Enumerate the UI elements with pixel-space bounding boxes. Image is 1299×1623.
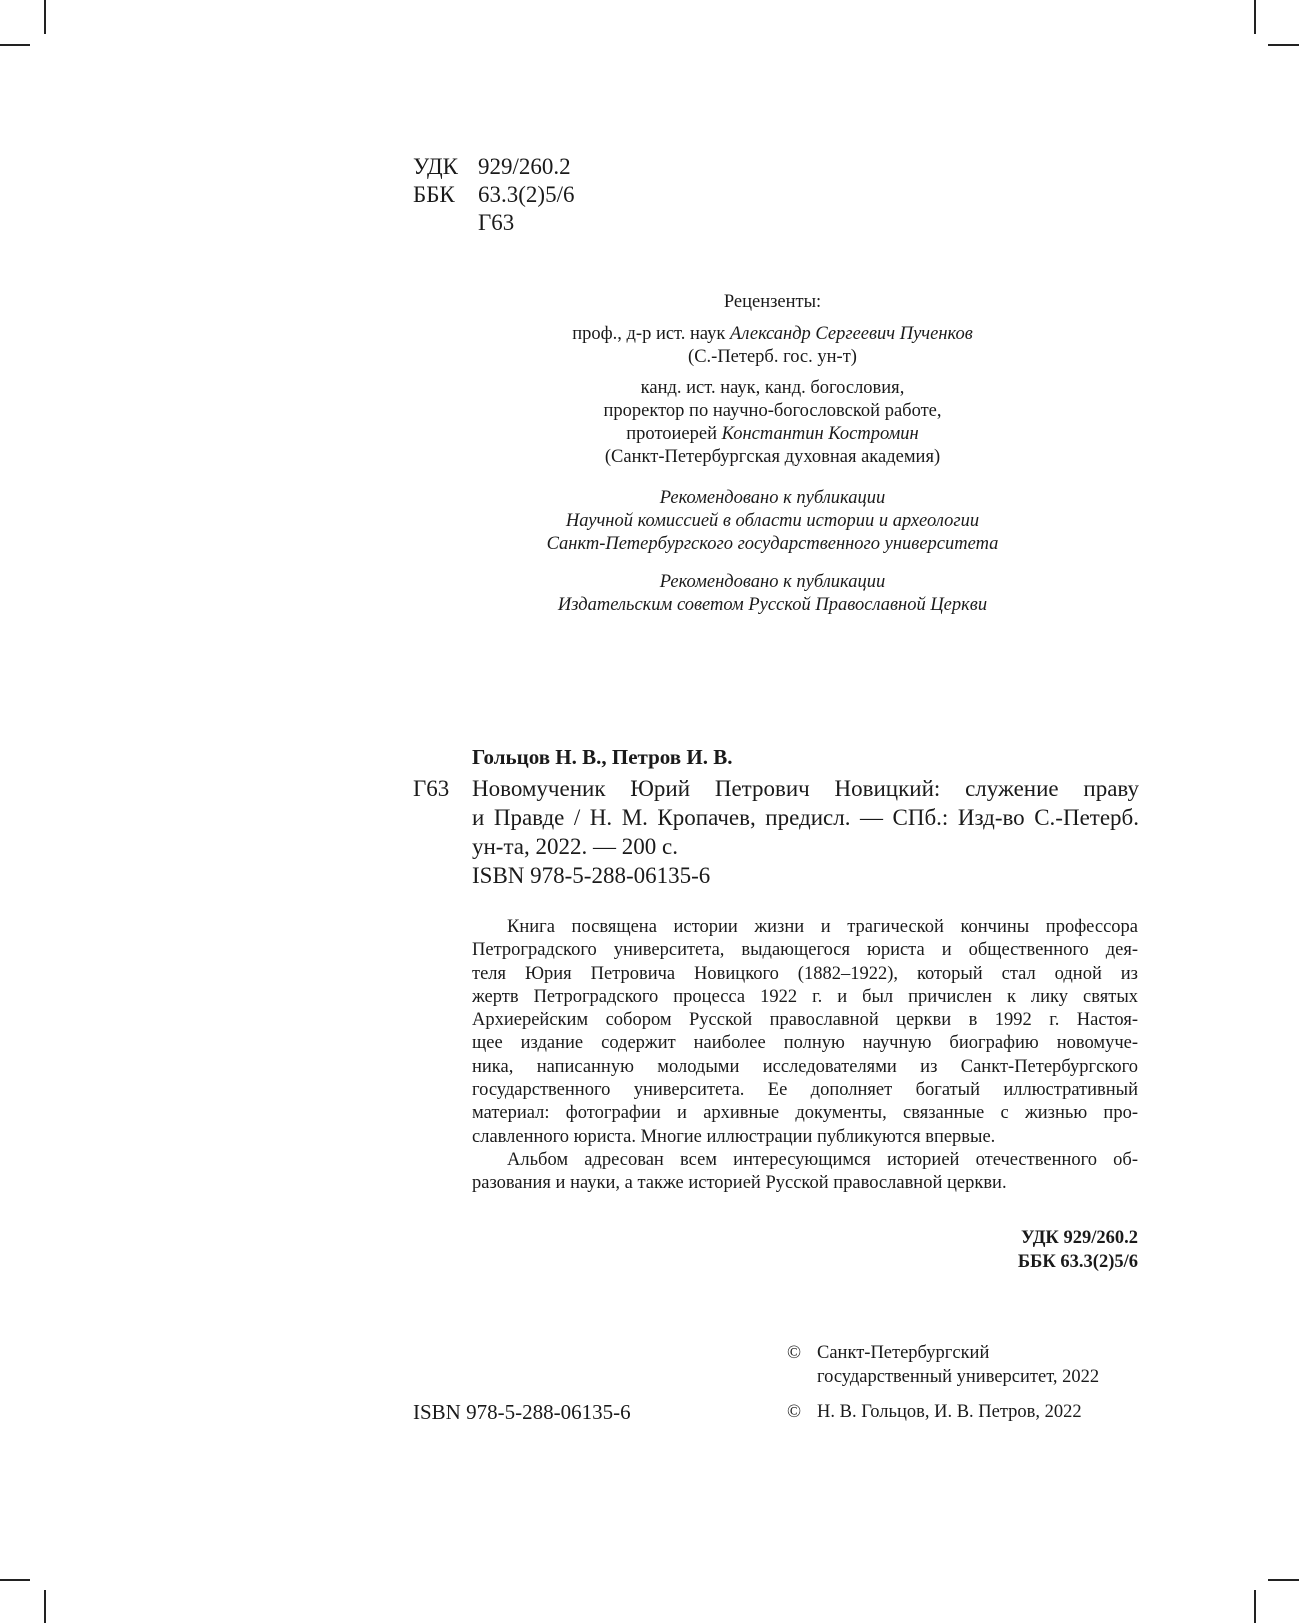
abstract-line: ника, написанную молодыми исследователями из Санкт-Петербургского	[472, 1056, 1138, 1077]
abstract-line: жертв Петроградского процесса 1922 г. и был причислен к лику святых	[472, 986, 1138, 1007]
bbk-key: ББК	[413, 182, 455, 207]
catalog-isbn: ISBN 978-5-288-06135-6	[472, 863, 711, 888]
copyright-block	[787, 1341, 1099, 1435]
catalog-entry-body	[413, 774, 1139, 890]
reviewers-section	[520, 291, 1025, 617]
abstract-line: Альбом адресован всем интересующимся историей отечественного об-	[507, 1149, 1138, 1170]
recommendation-1-line: Рекомендовано к публикации	[659, 488, 886, 508]
abstract-line: щее издание содержит наиболее полную научную биографию новомуче-	[472, 1033, 1138, 1054]
reviewer-1-name: Александр Сергеевич Пученков	[730, 324, 973, 344]
copyright-university	[787, 1341, 1099, 1389]
recommendation-2-line: Издательским советом Русской Православной Церкви	[557, 595, 988, 615]
catalog-line: и Правде / Н. М. Кропачев, предисл. — СПб.: Изд-во С.-Петерб.	[472, 805, 1139, 830]
abstract-line: Книга посвящена истории жизни и трагической кончины профессора	[507, 917, 1138, 937]
reviewer-2-position: проректор по научно-богословской работе,	[603, 401, 942, 421]
reviewer-2-name-line	[520, 423, 1025, 446]
reviewer-1-line	[520, 323, 1025, 346]
copyright-icon: ©	[787, 1343, 802, 1363]
abstract-line: разования и науки, а также историей Русской православной церкви.	[472, 1173, 1007, 1194]
reviewer-2-name: Константин Костромин	[721, 424, 919, 444]
reviewer-2-affiliation: (Санкт-Петербургская духовная академия)	[604, 447, 941, 467]
udk-bold: УДК 929/260.2	[1021, 1228, 1138, 1248]
abstract-line: государственного университета. Ее дополняет богатый иллюстративный	[472, 1080, 1138, 1101]
reviewer-1-title: проф., д-р ист. наук	[572, 324, 731, 344]
catalog-line: Новомученик Юрий Петрович Новицкий: служение праву	[472, 776, 1139, 801]
abstract-line: Петроградского университета, выдающегося юриста и общественного дея-	[472, 940, 1138, 961]
classification-bold	[1018, 1226, 1138, 1274]
abstract-line: Архиерейским собором Русской православной церкви в 1992 г. Настоя-	[472, 1010, 1138, 1031]
reviewer-1-affiliation: (С.-Петерб. гос. ун-т)	[688, 347, 857, 367]
abstract-line: теля Юрия Петровича Новицкого (1882–1922), который стал одной из	[472, 963, 1138, 984]
copyright-holder-line: государственный университет, 2022	[817, 1367, 1100, 1387]
reviewer-1	[520, 323, 1025, 369]
udk-value: 929/260.2	[478, 154, 571, 179]
copyright-authors	[787, 1400, 1099, 1424]
recommendation-2-line: Рекомендовано к публикации	[659, 572, 886, 592]
crop-mark-top-left-horizontal	[0, 44, 30, 46]
abstract-line: славленного юриста. Многие иллюстрации публикуются впервые.	[472, 1126, 996, 1147]
reviewers-heading: Рецензенты:	[723, 292, 822, 312]
recommendation-1-line: Санкт-Петербургского государственного университета	[546, 534, 999, 554]
crop-mark-bottom-right-horizontal	[1268, 1579, 1299, 1581]
catalog-line: ун-та, 2022. — 200 с.	[472, 834, 678, 859]
crop-mark-bottom-right-vertical	[1254, 1590, 1256, 1623]
reviewer-2-title: протоиерей	[626, 424, 722, 444]
crop-mark-top-right-horizontal	[1268, 44, 1299, 46]
catalog-description	[472, 774, 1139, 890]
copyright-holder-line: Н. В. Гольцов, И. В. Петров, 2022	[817, 1402, 1082, 1422]
recommendation-2	[520, 571, 1025, 617]
crop-mark-bottom-left-horizontal	[0, 1579, 30, 1581]
copyright-holder-line: Санкт-Петербургский	[817, 1343, 990, 1363]
catalog-author-sign: Г63	[413, 776, 450, 801]
crop-mark-bottom-left-vertical	[44, 1590, 46, 1623]
reviewer-2	[520, 377, 1025, 469]
author-sign-key	[413, 209, 478, 237]
catalog-entry	[413, 743, 1139, 890]
author-sign-value: Г63	[478, 210, 515, 235]
bbk-bold: ББК 63.3(2)5/6	[1017, 1252, 1138, 1272]
copyright-icon: ©	[787, 1402, 802, 1422]
abstract	[472, 916, 1138, 1196]
bbk-row	[413, 181, 574, 209]
abstract-line: материал: фотографии и архивные документы, связанные с жизнью про-	[472, 1103, 1138, 1124]
bbk-value: 63.3(2)5/6	[478, 182, 575, 207]
recommendation-1	[520, 487, 1025, 556]
recommendation-1-line: Научной комиссией в области истории и археологии	[565, 511, 980, 531]
reviewer-2-degree: канд. ист. наук, канд. богословия,	[640, 378, 905, 398]
crop-mark-top-left-vertical	[44, 0, 46, 34]
udk-row	[413, 153, 574, 181]
isbn: ISBN 978-5-288-06135-6	[413, 1400, 631, 1424]
udk-key: УДК	[413, 154, 458, 179]
author-sign-row	[413, 209, 574, 237]
catalog-authors: Гольцов Н. В., Петров И. В.	[472, 745, 733, 769]
classification-block	[413, 153, 574, 237]
crop-mark-top-right-vertical	[1254, 0, 1256, 34]
